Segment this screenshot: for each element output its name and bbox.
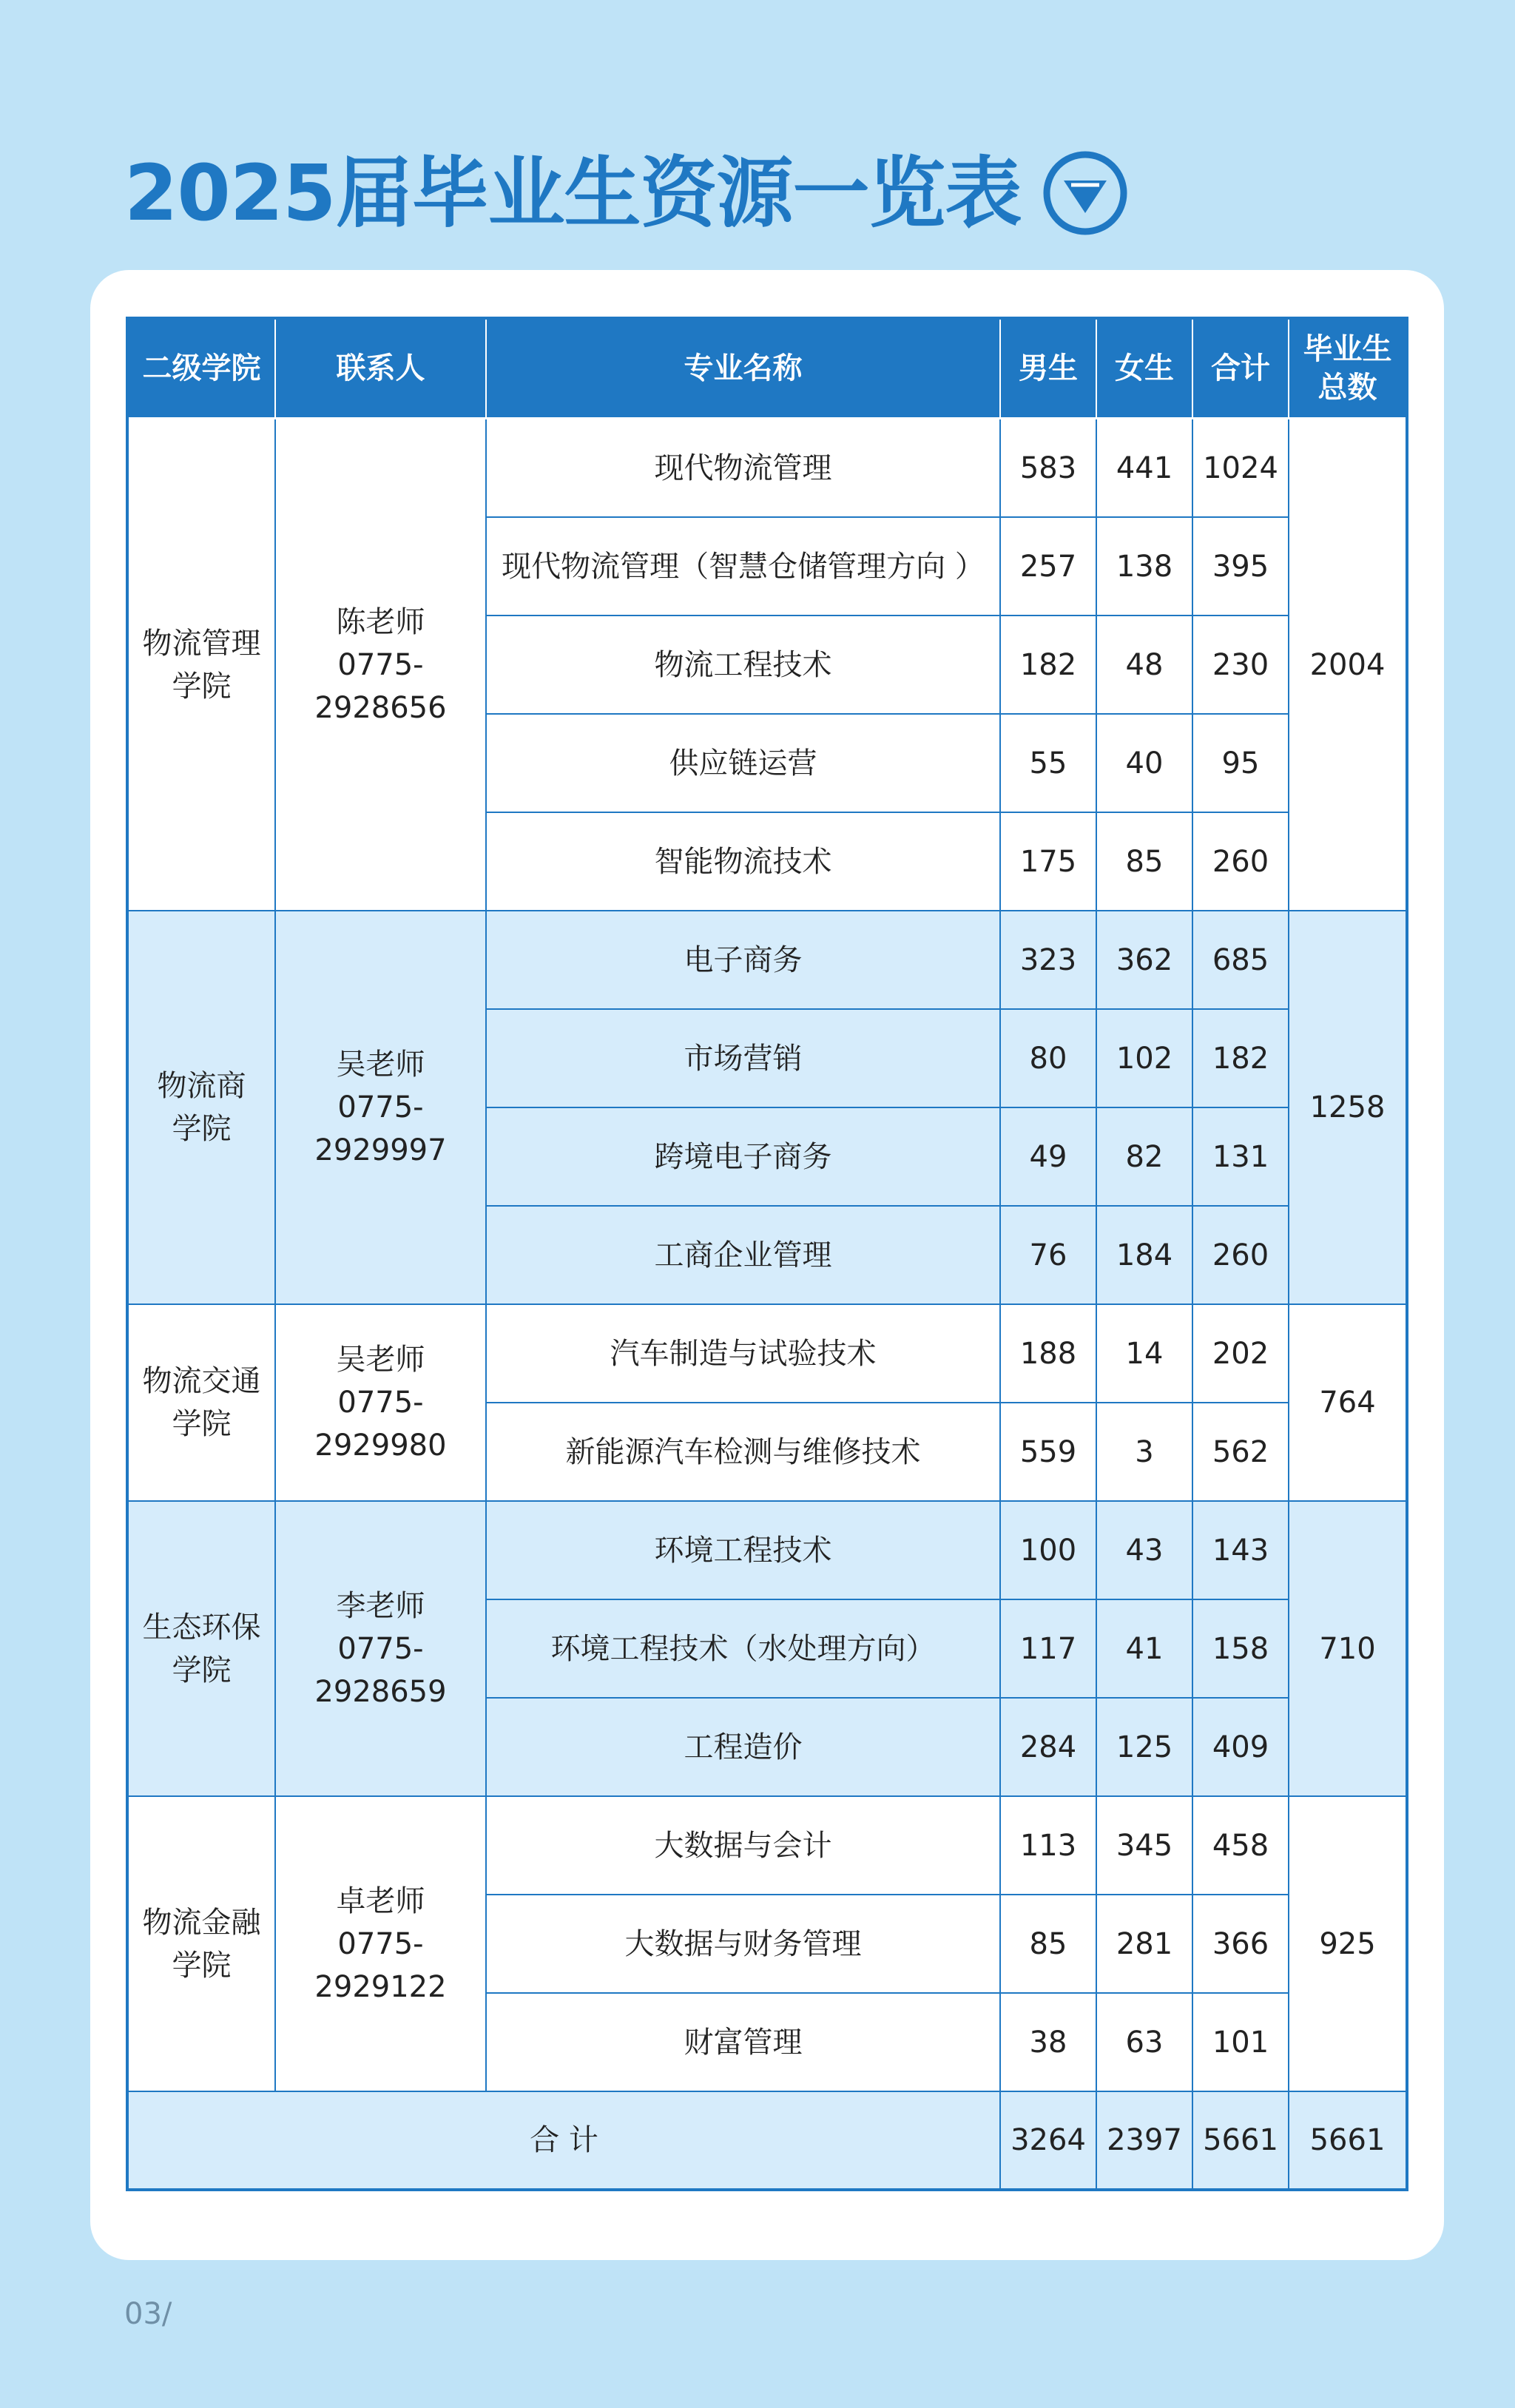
college-name-line1: 物流交通 — [142, 1364, 261, 1398]
header-college: 二级学院 — [127, 318, 275, 419]
college-name-line1: 物流商 — [157, 1069, 246, 1103]
college-cell — [127, 1501, 275, 1796]
female-cell: 85 — [1096, 812, 1192, 911]
male-cell: 85 — [1000, 1895, 1096, 1993]
college-name-line1: 物流金融 — [142, 1905, 261, 1940]
male-cell: 583 — [1000, 419, 1096, 518]
female-cell: 40 — [1096, 714, 1192, 812]
male-cell: 175 — [1000, 812, 1096, 911]
college-total-cell: 1258 — [1289, 911, 1407, 1304]
college-name-line2: 学院 — [172, 1948, 232, 1983]
subtotal-cell: 101 — [1192, 1993, 1289, 2091]
header-total-line2: 总数 — [1317, 371, 1377, 405]
header-total — [1289, 318, 1407, 419]
major-cell: 汽车制造与试验技术 — [486, 1304, 1000, 1403]
subtotal-cell: 143 — [1192, 1501, 1289, 1599]
major-cell: 工程造价 — [486, 1698, 1000, 1796]
male-cell: 38 — [1000, 1993, 1096, 2091]
male-cell: 188 — [1000, 1304, 1096, 1403]
subtotal-cell: 366 — [1192, 1895, 1289, 1993]
totals-label: 合 计 — [127, 2091, 1000, 2190]
subtotal-cell: 685 — [1192, 911, 1289, 1009]
contact-cell — [275, 1304, 486, 1501]
header-male: 男生 — [1000, 318, 1096, 419]
header-subtotal: 合计 — [1192, 318, 1289, 419]
subtotal-cell: 131 — [1192, 1107, 1289, 1206]
college-cell — [127, 1796, 275, 2091]
contact-name: 吴老师 — [336, 1343, 425, 1377]
subtotal-cell: 395 — [1192, 517, 1289, 616]
subtotal-cell: 1024 — [1192, 419, 1289, 518]
contact-phone: 0775-2929122 — [314, 1926, 447, 2004]
male-cell: 284 — [1000, 1698, 1096, 1796]
male-cell: 76 — [1000, 1206, 1096, 1304]
college-name-line1: 生态环保 — [142, 1610, 261, 1645]
female-cell: 48 — [1096, 616, 1192, 714]
major-cell: 智能物流技术 — [486, 812, 1000, 911]
male-cell: 323 — [1000, 911, 1096, 1009]
male-cell: 113 — [1000, 1796, 1096, 1895]
subtotal-cell: 458 — [1192, 1796, 1289, 1895]
female-cell: 281 — [1096, 1895, 1192, 1993]
female-cell: 125 — [1096, 1698, 1192, 1796]
table-row — [127, 419, 1407, 518]
header-contact: 联系人 — [275, 318, 486, 419]
college-cell — [127, 1304, 275, 1501]
table-row — [127, 911, 1407, 1009]
subtotal-cell: 202 — [1192, 1304, 1289, 1403]
female-cell: 138 — [1096, 517, 1192, 616]
college-name-line2: 学院 — [172, 669, 232, 704]
female-cell: 362 — [1096, 911, 1192, 1009]
totals-total: 5661 — [1289, 2091, 1407, 2190]
title-row — [124, 145, 1129, 241]
header-row — [127, 318, 1407, 419]
table-row — [127, 1796, 1407, 1895]
contact-cell — [275, 1796, 486, 2091]
subtotal-cell: 409 — [1192, 1698, 1289, 1796]
male-cell: 100 — [1000, 1501, 1096, 1599]
female-cell: 3 — [1096, 1403, 1192, 1501]
female-cell: 345 — [1096, 1796, 1192, 1895]
contact-name: 李老师 — [336, 1588, 425, 1623]
header-total-line1: 毕业生 — [1303, 332, 1392, 366]
subtotal-cell: 230 — [1192, 616, 1289, 714]
table-row — [127, 1304, 1407, 1403]
female-cell: 441 — [1096, 419, 1192, 518]
major-cell: 工商企业管理 — [486, 1206, 1000, 1304]
subtotal-cell: 260 — [1192, 1206, 1289, 1304]
college-total-cell: 2004 — [1289, 419, 1407, 911]
contact-name: 吴老师 — [336, 1048, 425, 1082]
subtotal-cell: 562 — [1192, 1403, 1289, 1501]
college-name-line2: 学院 — [172, 1653, 232, 1687]
major-cell: 跨境电子商务 — [486, 1107, 1000, 1206]
female-cell: 82 — [1096, 1107, 1192, 1206]
male-cell: 80 — [1000, 1009, 1096, 1107]
contact-name: 陈老师 — [336, 604, 425, 639]
contact-cell — [275, 419, 486, 911]
contact-cell — [275, 1501, 486, 1796]
female-cell: 41 — [1096, 1599, 1192, 1698]
major-cell: 环境工程技术 — [486, 1501, 1000, 1599]
male-cell: 117 — [1000, 1599, 1096, 1698]
male-cell: 49 — [1000, 1107, 1096, 1206]
totals-male: 3264 — [1000, 2091, 1096, 2190]
college-cell — [127, 419, 275, 911]
female-cell: 184 — [1096, 1206, 1192, 1304]
subtotal-cell: 260 — [1192, 812, 1289, 911]
major-cell: 大数据与财务管理 — [486, 1895, 1000, 1993]
major-cell: 物流工程技术 — [486, 616, 1000, 714]
major-cell: 现代物流管理（智慧仓储管理方向 ） — [486, 517, 1000, 616]
major-cell: 市场营销 — [486, 1009, 1000, 1107]
totals-subtotal: 5661 — [1192, 2091, 1289, 2190]
female-cell: 14 — [1096, 1304, 1192, 1403]
chevron-down-circle-icon — [1042, 149, 1129, 237]
college-name-line2: 学院 — [172, 1112, 232, 1146]
male-cell: 55 — [1000, 714, 1096, 812]
college-cell — [127, 911, 275, 1304]
college-total-cell: 710 — [1289, 1501, 1407, 1796]
contact-name: 卓老师 — [336, 1883, 425, 1918]
header-major: 专业名称 — [486, 318, 1000, 419]
header-female: 女生 — [1096, 318, 1192, 419]
page-number: 03/ — [124, 2297, 172, 2331]
male-cell: 182 — [1000, 616, 1096, 714]
female-cell: 43 — [1096, 1501, 1192, 1599]
contact-cell — [275, 911, 486, 1304]
subtotal-cell: 158 — [1192, 1599, 1289, 1698]
contact-phone: 0775-2928659 — [314, 1631, 447, 1709]
subtotal-cell: 95 — [1192, 714, 1289, 812]
contact-phone: 0775-2929980 — [314, 1386, 447, 1463]
major-cell: 供应链运营 — [486, 714, 1000, 812]
female-cell: 63 — [1096, 1993, 1192, 2091]
college-name-line1: 物流管理 — [142, 626, 261, 661]
college-total-cell: 764 — [1289, 1304, 1407, 1501]
totals-female: 2397 — [1096, 2091, 1192, 2190]
major-cell: 新能源汽车检测与维修技术 — [486, 1403, 1000, 1501]
major-cell: 电子商务 — [486, 911, 1000, 1009]
college-name-line2: 学院 — [172, 1407, 232, 1441]
major-cell: 大数据与会计 — [486, 1796, 1000, 1895]
page-title: 2025届毕业生资源一览表 — [124, 148, 1022, 238]
major-cell: 现代物流管理 — [486, 419, 1000, 518]
college-total-cell: 925 — [1289, 1796, 1407, 2091]
totals-row — [127, 2091, 1407, 2190]
table-row — [127, 1501, 1407, 1599]
male-cell: 559 — [1000, 1403, 1096, 1501]
male-cell: 257 — [1000, 517, 1096, 616]
major-cell: 财富管理 — [486, 1993, 1000, 2091]
contact-phone: 0775-2928656 — [314, 647, 447, 725]
major-cell: 环境工程技术（水处理方向） — [486, 1599, 1000, 1698]
subtotal-cell: 182 — [1192, 1009, 1289, 1107]
contact-phone: 0775-2929997 — [314, 1090, 447, 1167]
female-cell: 102 — [1096, 1009, 1192, 1107]
graduate-table — [126, 317, 1408, 2191]
